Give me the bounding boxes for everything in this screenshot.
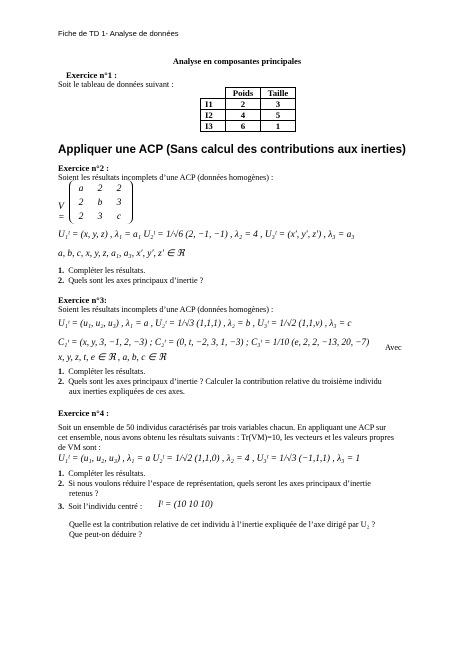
table-row-label: I1 [201, 99, 226, 110]
ex3-components-equation: C₁ᵗ = (x, y, 3, −1, 2, −3) ; C₂ᵗ = (0, t, −2, 3, 1, −3) ; C₃ᵗ = 1/10 (e, 2, 2, −13, 20, −7) [58, 337, 370, 347]
ex1-intro: Soit le tableau de données suivant : [58, 80, 174, 89]
ex4-question: Quelle est la contribution relative de cet individu à l’inertie expliquée de l’axe dirigé par U₂ ? [69, 520, 376, 529]
ex4-eigen-equation: U₁ᵗ = (u₁, u₂, u₃) , λ₁ = a U₂ᵗ = 1/√2 (1,1,0) , λ₂ = 4 , U₃ᵗ = 1/√3 (−1,1,1) , λ₃ = 1 [58, 454, 361, 464]
matrix-label: V = [58, 201, 65, 223]
table-cell: 3 [261, 99, 296, 110]
matrix-cell: c [116, 211, 122, 222]
ex2-intro: Soient les résultats incomplets d’une ACP (données homogènes) : [58, 173, 274, 182]
ex4-paragraph-line: cet ensemble, nous avons obtenu les résultats suivants : Tr(VM)=10, les vecteurs et les valeurs propres [58, 433, 394, 442]
table-row [201, 121, 296, 132]
ex4-paragraph-line: Soit un ensemble de 50 individus caractérisés par trois variables chacun. En appliquant une ACP sur [58, 423, 387, 432]
ex1-data-table [200, 87, 296, 132]
table-cell: 6 [226, 121, 261, 132]
table-row [201, 110, 296, 121]
table-row-label: I2 [201, 110, 226, 121]
ex2-domain-equation: a, b, c, x, y, z, a₁, a₃, x′, y′, z′ ∈ ℜ [58, 249, 185, 259]
table-corner [201, 88, 226, 99]
table-cell: 2 [226, 99, 261, 110]
list-item: 2. Si nous voulons réduire l’espace de représentation, quels seront les axes principaux d’inertie [58, 479, 371, 488]
matrix-cell: 3 [97, 211, 103, 222]
table-row-label: I3 [201, 121, 226, 132]
list-item: 1. Compléter les résultats. [58, 469, 146, 478]
matrix-cell: 2 [97, 183, 103, 194]
ex2-heading: Exercice n°2 : [58, 163, 110, 173]
matrix-cell: a [78, 183, 84, 194]
matrix-cell: b [97, 197, 103, 208]
section-title: Appliquer une ACP (Sans calcul des contributions aux inerties) [58, 143, 406, 156]
ex4-paragraph-line: de VM sont : [58, 443, 101, 452]
ex1-heading: Exercice n°1 : [66, 70, 118, 80]
table-header-row [201, 88, 296, 99]
ex4-question: Que peut-on déduire ? [69, 530, 142, 539]
list-item: 1. Compléter les résultats. [58, 367, 146, 376]
matrix-cell: 3 [116, 197, 122, 208]
list-item: 2. Quels sont les axes principaux d’inertie ? Calculer la contribution relative du troisième individu [58, 377, 382, 386]
ex2-eigen-equation: U₁ᵗ = (x, y, z) , λ₁ = a₁ U₂ᵗ = 1/√6 (2, −1, −1) , λ₂ = 4 , U₃ᵗ = (x′, y′, z′) , λ₃ = a₃ [58, 230, 355, 240]
table-header-cell: Poids [226, 88, 261, 99]
table-cell: 1 [261, 121, 296, 132]
ex4-individual-vector: Iᵗ = (10 10 10) [158, 500, 213, 510]
list-item-continuation: retenus ? [69, 489, 99, 498]
ex3-eigen-equation: U₁ᵗ = (u₁, u₂, u₃) , λ₁ = a , U₂ᵗ = 1/√3 (1,1,1) , λ₂ = b , U₃ᵗ = 1/√2 (1,1,v) , λ₃ = c [58, 318, 352, 328]
document-title: Analyse en composantes principales [172, 57, 302, 66]
ex3-avec-label: Avec [385, 343, 402, 352]
ex3-intro: Soient les résultats incomplets d’une ACP (données homogènes) : [58, 305, 274, 314]
matrix-cell: 2 [78, 211, 84, 222]
matrix-cell: 2 [78, 197, 84, 208]
list-item-continuation: aux inerties expliquées de ces axes. [69, 387, 185, 396]
ex4-heading: Exercice n°4 : [58, 408, 110, 418]
ex3-domain-equation: x, y, z, t, e ∈ ℜ , a, b, c ∈ ℜ [58, 353, 166, 363]
page-header: Fiche de TD 1- Analyse de données [58, 29, 179, 38]
table-header-cell: Taille [261, 88, 296, 99]
table-cell: 4 [226, 110, 261, 121]
table-cell: 5 [261, 110, 296, 121]
matrix-cell: 2 [116, 183, 122, 194]
list-item: 2. Quels sont les axes principaux d’inertie ? [58, 276, 204, 285]
list-item: 1. Compléter les résultats. [58, 266, 146, 275]
ex3-heading: Exercice n°3: [58, 295, 107, 305]
list-item: 3. Soit l’individu centré : [58, 502, 143, 511]
table-row [201, 99, 296, 110]
